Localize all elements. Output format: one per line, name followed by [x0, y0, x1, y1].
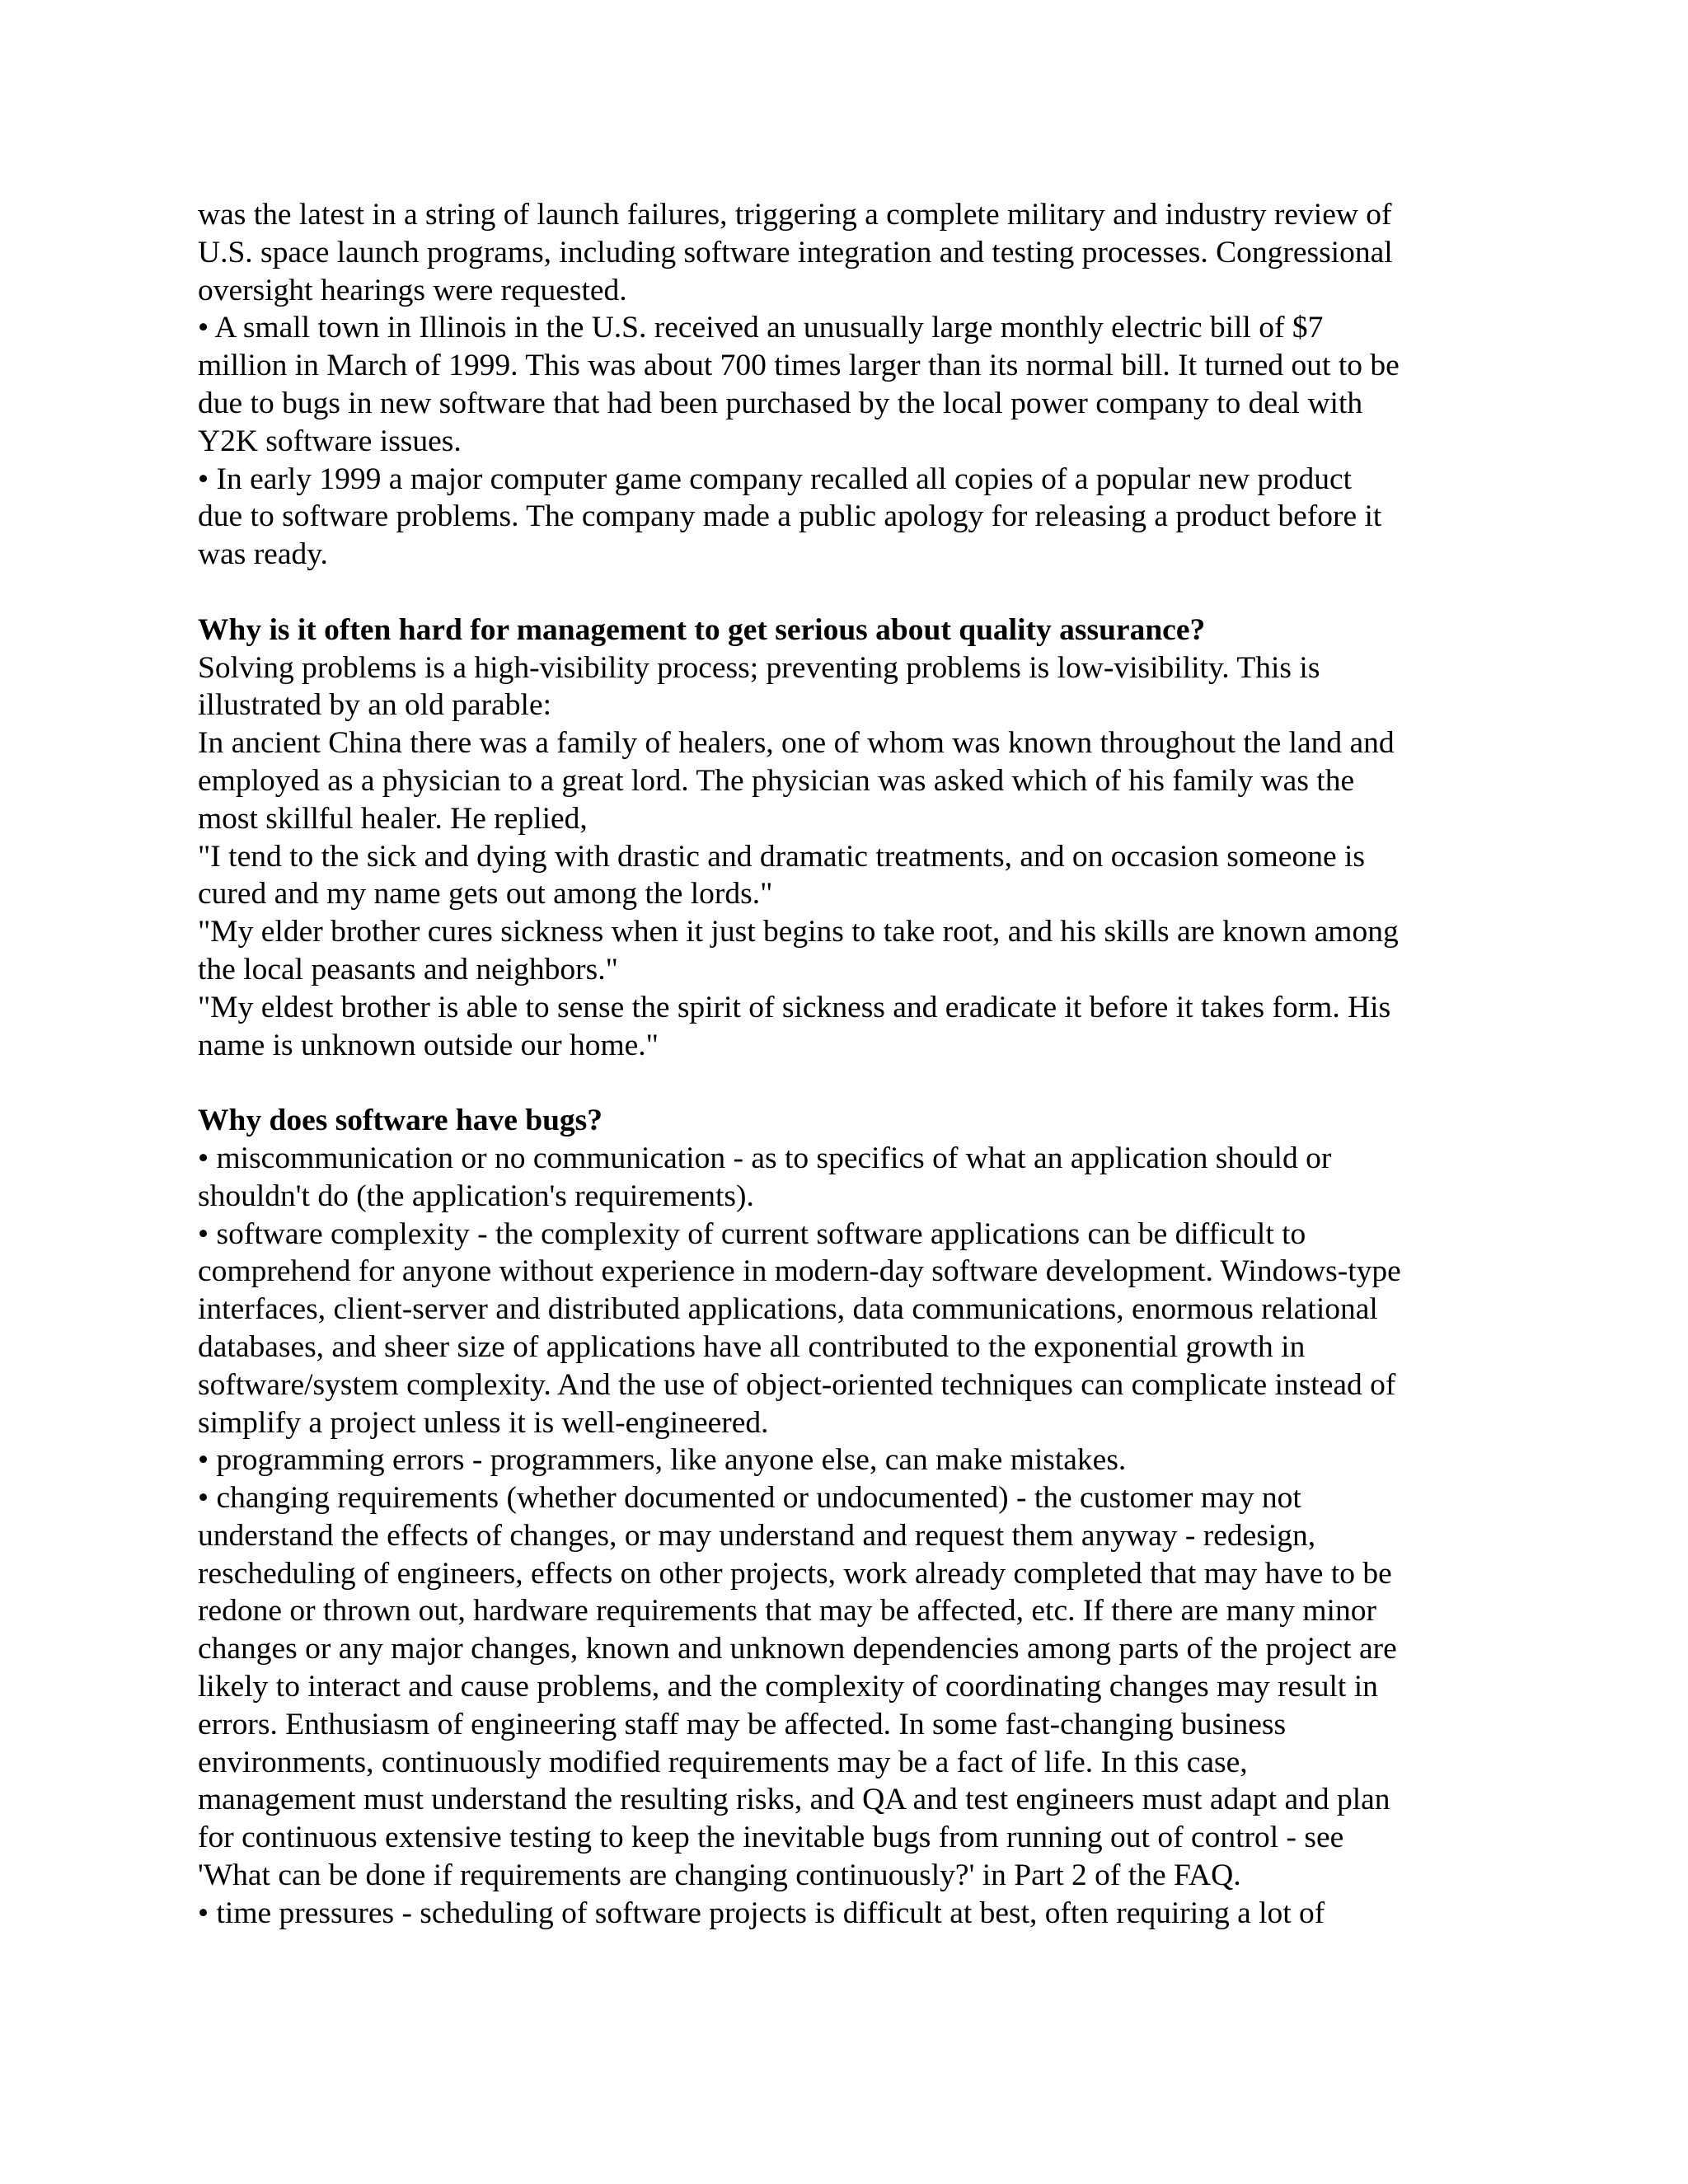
- text-line: understand the effects of changes, or may understand and request them anyway - redesign,: [198, 1518, 1316, 1553]
- text-line: • software complexity - the complexity of current software applications can be difficult to: [198, 1216, 1306, 1251]
- text-line: oversight hearings were requested.: [198, 273, 627, 307]
- text-line: environments, continuously modified requirements may be a fact of life. In this case,: [198, 1745, 1248, 1779]
- text-line: "My elder brother cures sickness when it just begins to take root, and his skills are known among: [198, 915, 1399, 949]
- text-line: 'What can be done if requirements are changing continuously?' in Part 2 of the FAQ.: [198, 1858, 1241, 1893]
- section-heading: Why does software have bugs?: [198, 1104, 603, 1138]
- text-line: redone or thrown out, hardware requirements that may be affected, etc. If there are many minor: [198, 1594, 1376, 1629]
- text-line: comprehend for anyone without experience in modern-day software development. Windows-type: [198, 1254, 1401, 1289]
- text-line: software/system complexity. And the use of object-oriented techniques can complicate instead of: [198, 1367, 1396, 1402]
- text-line: Solving problems is a high-visibility process; preventing problems is low-visibility. This is: [198, 650, 1320, 685]
- text-line: shouldn't do (the application's requirements).: [198, 1179, 754, 1213]
- text-line: cured and my name gets out among the lords.": [198, 877, 773, 912]
- text-line: was the latest in a string of launch failures, triggering a complete military and industry review of: [198, 198, 1392, 232]
- text-line: errors. Enthusiasm of engineering staff may be affected. In some fast-changing business: [198, 1707, 1287, 1741]
- section-management-qa: [198, 612, 1500, 1065]
- section-launch-failures: [198, 196, 1500, 574]
- text-line: • miscommunication or no communication - as to specifics of what an application should or: [198, 1141, 1332, 1175]
- text-line: most skillful healer. He replied,: [198, 801, 588, 836]
- text-line: million in March of 1999. This was about 700 times larger than its normal bill. It turned out to be: [198, 349, 1400, 383]
- text-line: the local peasants and neighbors.": [198, 952, 618, 987]
- section-software-bugs: [198, 1102, 1500, 1933]
- document-page: [198, 196, 1500, 1933]
- text-line: was ready.: [198, 537, 328, 572]
- text-line: • A small town in Illinois in the U.S. received an unusually large monthly electric bill of $7: [198, 311, 1324, 345]
- paragraph-gap: [198, 1064, 1500, 1102]
- text-line: • programming errors - programmers, like anyone else, can make mistakes.: [198, 1443, 1127, 1478]
- text-line: for continuous extensive testing to keep the inevitable bugs from running out of control - see: [198, 1821, 1344, 1855]
- text-line: changes or any major changes, known and unknown dependencies among parts of the project are: [198, 1632, 1397, 1666]
- text-line: illustrated by an old parable:: [198, 688, 552, 723]
- text-line: U.S. space launch programs, including software integration and testing processes. Congressional: [198, 235, 1393, 269]
- text-line: simplify a project unless it is well-engineered.: [198, 1405, 769, 1440]
- text-line: due to software problems. The company made a public apology for releasing a product before it: [198, 499, 1382, 534]
- text-line: management must understand the resulting risks, and QA and test engineers must adapt and plan: [198, 1783, 1390, 1817]
- text-line: "I tend to the sick and dying with drastic and dramatic treatments, and on occasion someone is: [198, 839, 1365, 874]
- text-line: name is unknown outside our home.": [198, 1028, 659, 1062]
- paragraph-gap: [198, 574, 1500, 612]
- text-line: likely to interact and cause problems, and the complexity of coordinating changes may result in: [198, 1670, 1378, 1704]
- text-line: • changing requirements (whether documented or undocumented) - the customer may not: [198, 1481, 1301, 1516]
- text-line: • time pressures - scheduling of software projects is difficult at best, often requiring a lot of: [198, 1896, 1325, 1930]
- text-line: due to bugs in new software that had been purchased by the local power company to deal with: [198, 386, 1363, 420]
- text-line: In ancient China there was a family of healers, one of whom was known throughout the land and: [198, 726, 1395, 761]
- text-line: "My eldest brother is able to sense the spirit of sickness and eradicate it before it takes form. His: [198, 990, 1391, 1024]
- text-line: databases, and sheer size of applications have all contributed to the exponential growth in: [198, 1329, 1306, 1364]
- text-line: interfaces, client-server and distributed applications, data communications, enormous relational: [198, 1292, 1378, 1327]
- text-line: employed as a physician to a great lord. The physician was asked which of his family was the: [198, 763, 1355, 798]
- text-line: rescheduling of engineers, effects on other projects, work already completed that may have to be: [198, 1556, 1392, 1591]
- text-line: Y2K software issues.: [198, 424, 462, 458]
- text-line: • In early 1999 a major computer game company recalled all copies of a popular new product: [198, 462, 1353, 496]
- section-heading: Why is it often hard for management to get serious about quality assurance?: [198, 612, 1206, 647]
